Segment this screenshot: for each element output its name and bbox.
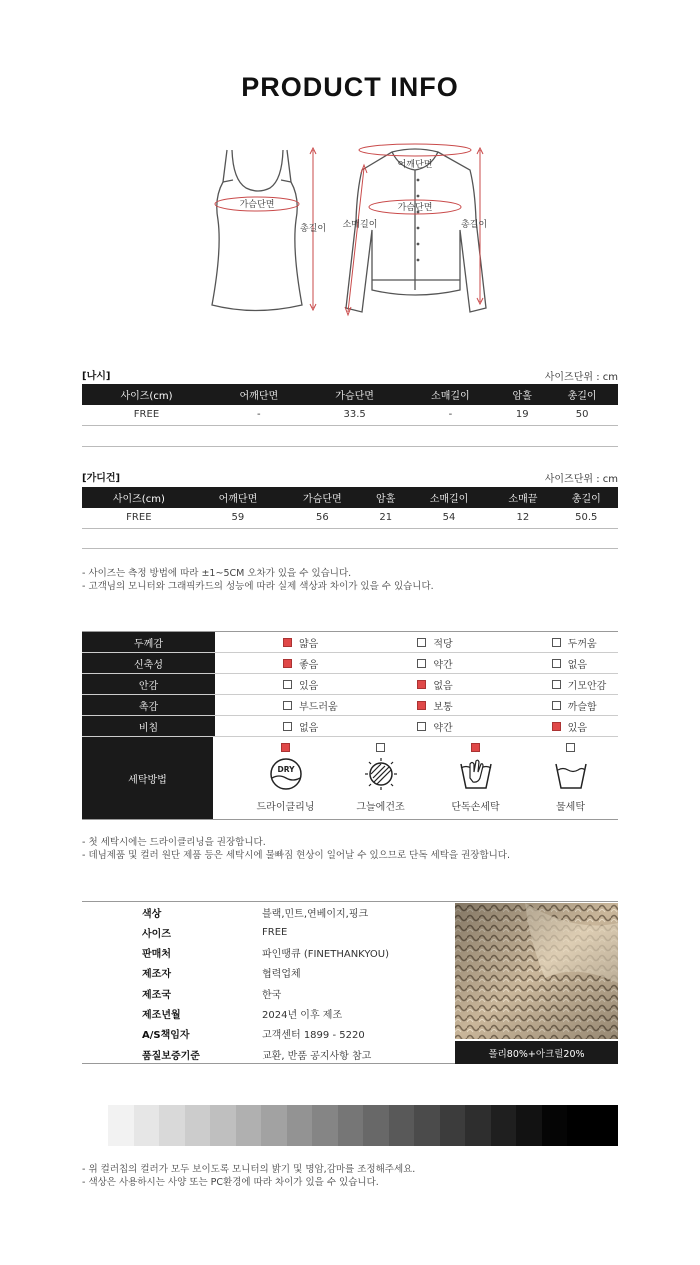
gray-chip xyxy=(440,1105,466,1146)
table-cell: 50 xyxy=(546,405,618,425)
info-row: 제조국 한국 xyxy=(142,989,282,1001)
nasi-size-unit: 사이즈단위 : cm xyxy=(544,372,618,383)
table-header: 사이즈(cm) xyxy=(82,384,211,405)
checkbox-checked xyxy=(417,701,426,710)
camisole-drawing xyxy=(212,150,302,311)
washing-row xyxy=(82,737,618,819)
table-cell: 59 xyxy=(196,508,280,528)
gray-chip xyxy=(363,1105,389,1146)
checkbox-checked xyxy=(283,659,292,668)
property-option: 부드러움 xyxy=(215,695,349,715)
table-header: 총길이 xyxy=(546,384,618,405)
table-cell: FREE xyxy=(82,405,211,425)
cardigan-shoulder-label: 어깨단면 xyxy=(397,160,433,170)
cardigan-size-table xyxy=(82,487,618,529)
gray-chip xyxy=(261,1105,287,1146)
checkbox xyxy=(283,701,292,710)
gray-chip xyxy=(338,1105,364,1146)
grayscale-color-chip xyxy=(108,1105,618,1146)
table-cell: FREE xyxy=(82,508,196,528)
gray-chip xyxy=(159,1105,185,1146)
wash-item-shade-dry: 그늘에건조 xyxy=(333,737,428,819)
nasi-section-title: [나시] xyxy=(82,371,111,382)
checkbox xyxy=(283,722,292,731)
cardigan-length-label: 총길이 xyxy=(460,220,488,230)
property-option: 기모안감 xyxy=(484,674,618,694)
checkbox xyxy=(417,722,426,731)
table-row xyxy=(82,405,618,425)
table-header: 암홀 xyxy=(365,487,407,508)
table-header: 암홀 xyxy=(498,384,546,405)
wash-item-hand-wash: 단독손세탁 xyxy=(428,737,523,819)
table-cell: 56 xyxy=(280,508,364,528)
checkbox xyxy=(283,680,292,689)
cardigan-drawing xyxy=(346,149,486,312)
gray-chip xyxy=(389,1105,415,1146)
gray-chip xyxy=(542,1105,568,1146)
table-cell: 19 xyxy=(498,405,546,425)
hand-wash-icon xyxy=(458,756,494,792)
note-line: - 위 컬러칩의 컬러가 모두 보이도록 모니터의 밝기 및 명암,감마를 조정해주세요. xyxy=(82,1164,416,1175)
divider xyxy=(82,548,618,549)
info-row: 품질보증기준 교환, 반품 공지사항 참고 xyxy=(142,1050,372,1062)
note-line: - 데님제품 및 컬러 원단 제품 등은 세탁시에 물빠짐 현상이 일어날 수 있으므로 단독 세탁을 권장합니다. xyxy=(82,850,511,861)
wash-notes xyxy=(82,836,510,862)
info-row: 제조자 협력업체 xyxy=(142,968,301,980)
checkbox xyxy=(417,659,426,668)
property-row xyxy=(82,632,618,653)
note-line: - 색상은 사용하시는 사양 또는 PC환경에 따라 차이가 있을 수 있습니다. xyxy=(82,1177,379,1188)
property-option: 적당 xyxy=(349,632,483,652)
table-header: 어깨단면 xyxy=(211,384,307,405)
washing-label: 세탁방법 xyxy=(82,737,213,819)
gray-chip xyxy=(185,1105,211,1146)
fabric-properties-table xyxy=(82,631,618,820)
checkbox-checked xyxy=(283,638,292,647)
property-row xyxy=(82,674,618,695)
gray-chip xyxy=(236,1105,262,1146)
info-row: 사이즈 FREE xyxy=(142,926,288,940)
property-label: 두께감 xyxy=(82,632,215,652)
checkbox xyxy=(552,680,561,689)
property-option: 좋음 xyxy=(215,653,349,673)
table-cell: 21 xyxy=(365,508,407,528)
table-header: 소매끝 xyxy=(491,487,554,508)
checkbox xyxy=(376,743,385,752)
checkbox-checked xyxy=(471,743,480,752)
property-option: 얇음 xyxy=(215,632,349,652)
fabric-swatch-image xyxy=(455,903,618,1039)
note-line: - 사이즈는 측정 방법에 따라 ±1~5CM 오차가 있을 수 있습니다. xyxy=(82,568,352,579)
table-cell: 33.5 xyxy=(307,405,403,425)
gray-chip xyxy=(465,1105,491,1146)
gray-chip xyxy=(491,1105,517,1146)
wash-item-water-wash: 물세탁 xyxy=(523,737,618,819)
checkbox xyxy=(552,638,561,647)
table-cell: 54 xyxy=(407,508,491,528)
table-header: 소매길이 xyxy=(402,384,498,405)
water-wash-icon xyxy=(553,756,589,792)
gray-chip xyxy=(593,1105,619,1146)
property-option: 없음 xyxy=(349,674,483,694)
gray-chip xyxy=(287,1105,313,1146)
property-option: 없음 xyxy=(484,653,618,673)
product-info-table xyxy=(82,901,618,1064)
color-notes xyxy=(82,1163,415,1189)
table-header: 어깨단면 xyxy=(196,487,280,508)
table-cell: - xyxy=(402,405,498,425)
property-label: 비침 xyxy=(82,716,215,736)
gray-chip xyxy=(210,1105,236,1146)
shade-dry-icon xyxy=(363,756,399,792)
checkbox xyxy=(552,659,561,668)
property-option: 없음 xyxy=(215,716,349,736)
gray-chip xyxy=(134,1105,160,1146)
nasi-chest-label: 가슴단면 xyxy=(239,200,275,210)
property-row xyxy=(82,653,618,674)
note-line: - 첫 세탁시에는 드라이클리닝을 권장합니다. xyxy=(82,837,266,848)
property-option: 있음 xyxy=(215,674,349,694)
page-title: PRODUCT INFO xyxy=(241,72,459,102)
property-label: 안감 xyxy=(82,674,215,694)
table-header: 총길이 xyxy=(555,487,618,508)
checkbox-checked xyxy=(281,743,290,752)
property-row xyxy=(82,716,618,737)
gray-chip xyxy=(108,1105,134,1146)
cardigan-section-title: [가디건] xyxy=(82,473,121,484)
property-label: 촉감 xyxy=(82,695,215,715)
checkbox-checked xyxy=(417,680,426,689)
note-line: - 고객님의 모니터와 그래픽카드의 성능에 따라 실제 색상과 차이가 있을 수 있습니다. xyxy=(82,581,434,592)
cardigan-sleeve-label: 소매길이 xyxy=(342,220,378,230)
info-row: 색상 블랙,민트,연베이지,핑크 xyxy=(142,908,369,920)
info-row: 제조년월 2024년 이후 제조 xyxy=(142,1009,343,1021)
gray-chip xyxy=(414,1105,440,1146)
table-row-empty xyxy=(82,425,618,446)
info-row: A/S책임자 고객센터 1899 - 5220 xyxy=(142,1029,365,1041)
property-label: 신축성 xyxy=(82,653,215,673)
table-header: 가슴단면 xyxy=(280,487,364,508)
table-header: 소매길이 xyxy=(407,487,491,508)
svg-text:DRY: DRY xyxy=(276,765,295,774)
checkbox xyxy=(552,701,561,710)
cardigan-size-unit: 사이즈단위 : cm xyxy=(544,474,618,485)
gray-chip xyxy=(516,1105,542,1146)
table-header: 사이즈(cm) xyxy=(82,487,196,508)
table-cell: 50.5 xyxy=(555,508,618,528)
nasi-length-label: 총길이 xyxy=(299,224,327,234)
checkbox xyxy=(417,638,426,647)
property-option: 약간 xyxy=(349,653,483,673)
gray-chip xyxy=(567,1105,593,1146)
property-option: 약간 xyxy=(349,716,483,736)
gray-chip xyxy=(312,1105,338,1146)
table-cell: - xyxy=(211,405,307,425)
property-row xyxy=(82,695,618,716)
cardigan-chest-label: 가슴단면 xyxy=(397,203,433,213)
property-option: 보통 xyxy=(349,695,483,715)
property-option: 있음 xyxy=(484,716,618,736)
nasi-size-table xyxy=(82,384,618,447)
checkbox xyxy=(566,743,575,752)
property-option: 까슬함 xyxy=(484,695,618,715)
property-option: 두꺼움 xyxy=(484,632,618,652)
checkbox-checked xyxy=(552,722,561,731)
dry-clean-icon xyxy=(268,756,304,792)
fabric-composition: 폴리80%+아크릴20% xyxy=(455,1041,618,1064)
table-row xyxy=(82,508,618,528)
size-notes xyxy=(82,567,434,593)
wash-item-dry-clean: DRY 드라이클리닝 xyxy=(238,737,333,819)
garment-illustration xyxy=(0,140,700,330)
table-header: 가슴단면 xyxy=(307,384,403,405)
info-row: 판매처 파인땡큐 (FINETHANKYOU) xyxy=(142,948,390,960)
table-cell: 12 xyxy=(491,508,554,528)
